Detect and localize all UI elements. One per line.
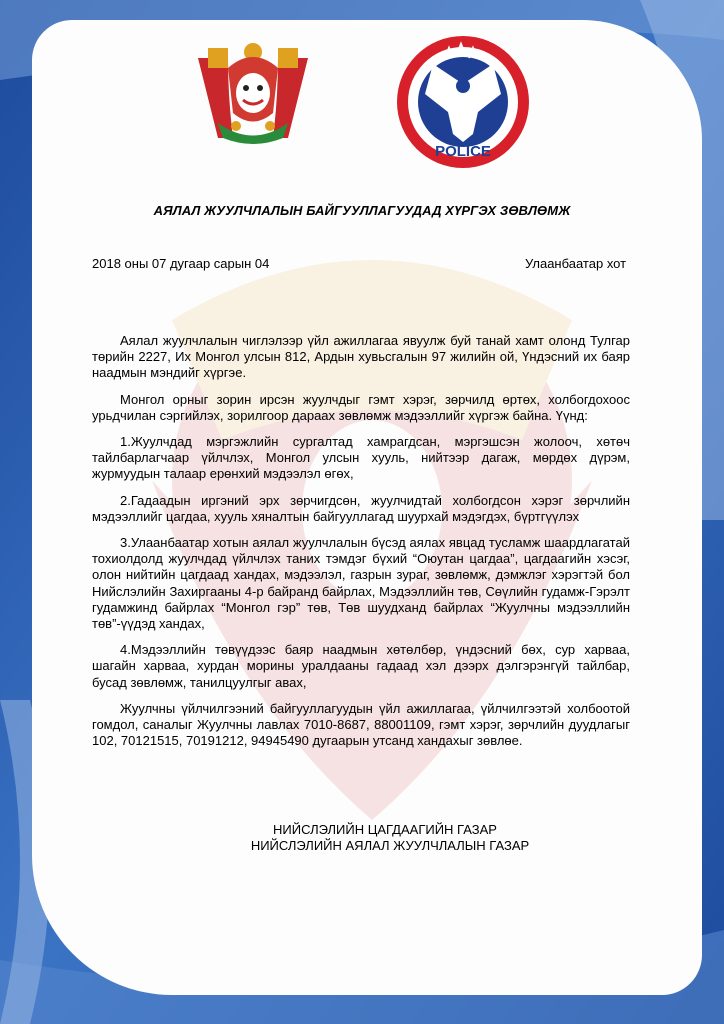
letter-city: Улаанбаатар хот (525, 256, 627, 271)
paragraph: 4.Мэдээллийн төвүүдээс баяр наадмын хөтөлбөр, үндэсний бөх, сур харваа, шагайн харваа, хурдан морины уралдааны гадаад хэл дээрх дэлгэрэнгүй тайлбар, бусад зөвлөмж, танилцуулгыг авах, (92, 642, 630, 690)
paragraph: 1.Жуулчдад мэргэжлийн сургалтад хамрагдсан, мэргэшсэн жолооч, хөтөч тайлбарлагчаар үйлчлэх, Монгол улсын хууль, нийтээр дагаж, мөрдөх дүрэм, журмуудын талаар ерөнхий мэдээлэл өгөх, (92, 434, 630, 482)
letter-body (92, 333, 630, 759)
national-emblem-icon (188, 38, 318, 146)
paragraph: Жуулчны үйлчилгээний байгууллагуудын үйл ажиллагаа, үйлчилгээтэй холбоотой гомдол, саналыг Жуулчны лавлах 7010-8687, 88001109, гэмт хэрэг, зөрчлийн дуудлагыг 102, 70121515, 70191212, 94945490 дугаарын утсанд хандахыг зөвлөе. (92, 700, 630, 749)
signatory-tourism: НИЙСЛЭЛИЙН АЯЛАЛ ЖУУЛЧЛАЛЫН ГАЗАР (250, 838, 530, 853)
paragraph: Монгол орныг зорин ирсэн жуулчдыг гэмт хэрэг, зөрчилд өртөх, холбогдохоос урьдчилан сэргийлэх, зорилгоор дараах зөвлөмж мэдээллийг хүргэж байна. Үүнд: (92, 391, 630, 423)
police-logo-text: POLICE (435, 143, 491, 160)
letter-date: 2018 оны 07 дугаар сарын 04 (92, 256, 270, 271)
police-badge-icon (393, 34, 533, 170)
paragraph: 3.Улаанбаатар хотын аялал жуулчлалын бүсэд аялах явцад тусламж шаардлагатай тохиолдолд жуулчдад үйлчлэх таних тэмдэг бүхий “Оюутан цагдаа”, цагдаагийн хэсэг, олон нийтийн цагдаад хандах, мэдээлэл, газрын зураг, зөвлөмж, дэмжлэг хэрэгтэй бол Нийслэлийн Захиргааны 4-р байранд байрлах, Мэдээллийн төв, Сөүлийн гудамж-Гэрэлт гудамжинд байрлах “Монгол гэр” төв, Төв шуудханд байрлах “Жуулчны мэдээллийн төв”-үүдэд хандах, (92, 535, 630, 632)
signatory-police: НИЙСЛЭЛИЙН ЦАГДААГИЙН ГАЗАР (273, 822, 497, 837)
paragraph: 2.Гадаадын иргэний эрх зөрчигдсөн, жуулчидтай холбогдсон хэрэг зөрчлийн мэдээллийг цагдаа, хууль хяналтын байгууллагад шуурхай мэдэгдэх, бүртгүүлэх (92, 492, 630, 524)
paragraph: Аялал жуулчлалын чиглэлээр үйл ажиллагаа явуулж буй танай хамт олонд Тулгар төрийн 2227, Их Монгол улсын 812, Ардын хувьсгалын 97 жилийн ой, Үндэсний их баяр наадмын мэндийг хүргэе. (92, 333, 630, 381)
letter-title: АЯЛАЛ ЖУУЛЧЛАЛЫН БАЙГУУЛЛАГУУДАД ХҮРГЭХ ЗӨВЛӨМЖ (153, 203, 571, 218)
